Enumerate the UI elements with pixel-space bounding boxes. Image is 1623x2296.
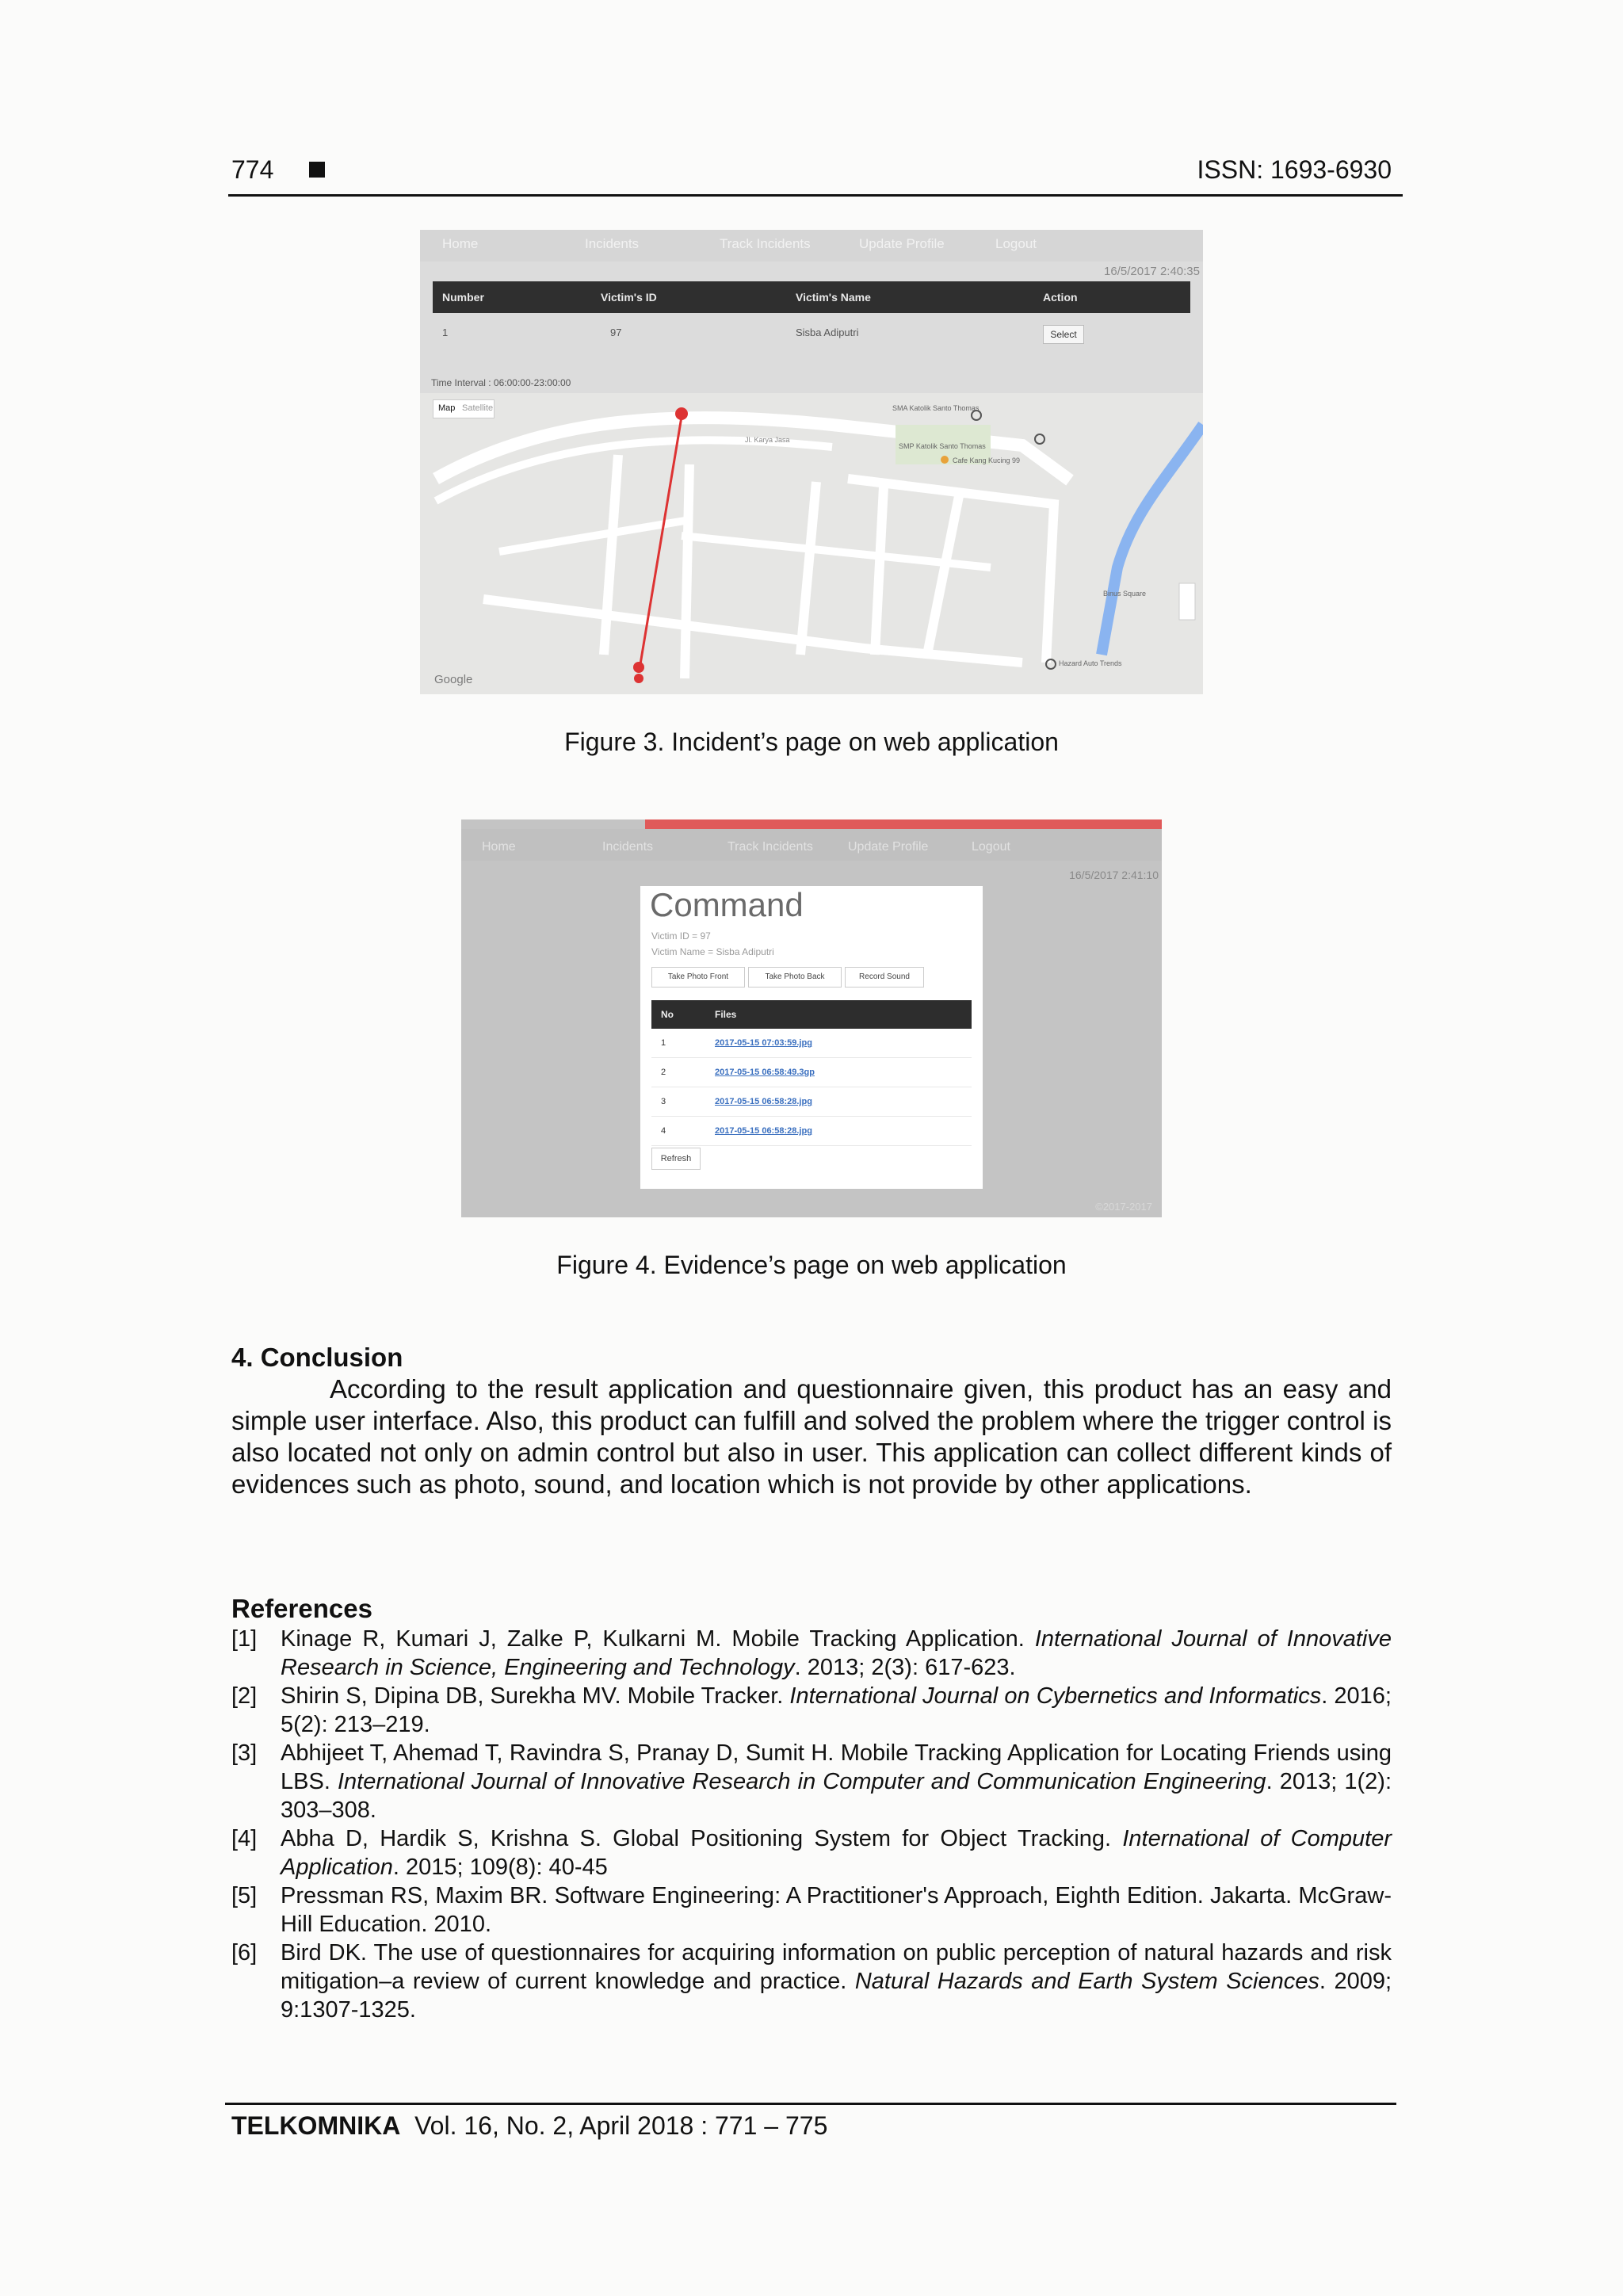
header-rule (228, 194, 1403, 197)
reference-details: . 2015; 109(8): 40-45 (392, 1855, 608, 1880)
google-logo: Google (434, 673, 473, 686)
footer-journal: TELKOMNIKA (231, 2111, 401, 2140)
page-number: 774 (231, 155, 274, 184)
reference-text (281, 1881, 1392, 1939)
section-heading-references: References (231, 1594, 372, 1623)
table-row (651, 1058, 972, 1087)
map-label-sma: SMA Katolik Santo Thomas (892, 404, 980, 412)
map-label-cafe: Cafe Kang Kucing 99 (953, 457, 1021, 464)
reference-text (281, 1824, 1392, 1881)
reference-text (281, 1739, 1392, 1824)
app-navbar (461, 829, 1162, 861)
reference-journal: International Journal of Innovative Research in Computer and Communication Engineering (337, 1769, 1266, 1794)
table-row (651, 1117, 972, 1146)
nav-update-profile[interactable]: Update Profile (859, 236, 945, 251)
reference-authors-title: Bird DK. The use of questionnaires for acquiring information on public perception of natural hazards and risk mitigation–a review of current knowledge and practice. (281, 1940, 1392, 1994)
reference-journal: Natural Hazards and Earth System Sciences (854, 1969, 1319, 1994)
map-label-street: Jl. Karya Jasa (745, 436, 790, 444)
refresh-button[interactable]: Refresh (651, 1148, 701, 1170)
nav-incidents[interactable]: Incidents (585, 236, 640, 251)
time-interval: Time Interval : 06:00:00-23:00:00 (431, 377, 571, 388)
reference-number: [1] (231, 1626, 258, 1652)
files-table-header (651, 1000, 972, 1029)
map-label-binus: Binus Square (1103, 590, 1147, 598)
col-files: Files (715, 1009, 737, 1020)
reference-text (281, 1939, 1392, 2024)
app-navbar (420, 230, 1203, 262)
col-number: Number (442, 291, 484, 304)
conclusion-paragraph: According to the result application and questionnaire given, this product has an easy and simple user interface. Also, this product can fulfill and solved the problem where the trigger control is also located not only on admin control but also in user. This application can collect different kinds of evidences such as photo, sound, and location which is not provide by other applications. (231, 1374, 1392, 1499)
map-graphics (420, 393, 1203, 694)
col-action: Action (1043, 291, 1078, 304)
nav-home[interactable]: Home (482, 840, 516, 854)
nav-logout[interactable]: Logout (995, 236, 1037, 251)
map-label-hazard: Hazard Auto Trends (1059, 659, 1122, 667)
figure-3-caption: Figure 3. Incident’s page on web application (564, 728, 1059, 756)
reference-journal: International Journal on Cybernetics and Informatics (789, 1683, 1322, 1709)
map-type-toggle[interactable] (433, 399, 495, 418)
table-row (651, 1087, 972, 1117)
timestamp: 16/5/2017 2:40:35 (1104, 265, 1200, 278)
file-link[interactable]: 2017-05-15 06:58:49.3gp (715, 1068, 815, 1077)
victim-id-line: Victim ID = 97 (651, 930, 711, 942)
map-view[interactable] (420, 393, 1203, 694)
header-square-glyph (309, 162, 325, 178)
row-number: 4 (661, 1126, 666, 1136)
reference-text (281, 1625, 1392, 1682)
file-link[interactable]: 2017-05-15 07:03:59.jpg (715, 1038, 812, 1048)
reference-number: [2] (231, 1683, 258, 1709)
cell-victim-id: 97 (610, 327, 622, 338)
file-link[interactable]: 2017-05-15 06:58:28.jpg (715, 1126, 812, 1136)
row-number: 2 (661, 1068, 666, 1077)
cell-number: 1 (442, 327, 449, 338)
figure-3-screenshot (420, 230, 1203, 694)
nav-track-incidents[interactable]: Track Incidents (720, 236, 811, 251)
reference-authors-title: Abhijeet T, Ahemad T, Ravindra S, Pranay D, Sumit H. Mobile Tracking Application for Locating Friends using LBS. (281, 1740, 1392, 1794)
table-row (433, 319, 1190, 350)
panel-title: Command (650, 886, 804, 923)
accent-bar (645, 819, 1162, 829)
nav-home[interactable]: Home (442, 236, 479, 251)
nav-track-incidents[interactable]: Track Incidents (727, 840, 813, 854)
reference-authors-title: Pressman RS, Maxim BR. Software Engineering: A Practitioner's Approach, Eighth Edition. Jakarta. McGraw-Hill Education. 2010. (281, 1883, 1392, 1937)
timestamp: 16/5/2017 2:41:10 (1069, 869, 1159, 881)
reference-journal: International of Computer Application (281, 1826, 1392, 1880)
take-photo-back-button[interactable]: Take Photo Back (748, 967, 842, 988)
reference-number: [3] (231, 1740, 258, 1766)
reference-text (281, 1682, 1392, 1739)
col-no: No (661, 1009, 674, 1020)
reference-authors-title: Shirin S, Dipina DB, Surekha MV. Mobile Tracker. (281, 1683, 790, 1709)
row-number: 3 (661, 1097, 666, 1106)
reference-number: [4] (231, 1826, 258, 1851)
command-panel (640, 886, 983, 1189)
cell-victim-name: Sisba Adiputri (796, 327, 859, 338)
reference-authors-title: Kinage R, Kumari J, Zalke P, Kulkarni M. Mobile Tracking Application. (281, 1626, 1035, 1652)
section-heading-conclusion: 4. Conclusion (231, 1343, 403, 1372)
map-label-smp: SMP Katolik Santo Thomas (899, 442, 986, 450)
reference-details: . 2016; 5(2): 213–219. (281, 1683, 1392, 1737)
reference-number: [5] (231, 1883, 258, 1908)
reference-journal: International Journal of Innovative Research in Science, Engineering and Technology (281, 1626, 1392, 1680)
incident-table-header (433, 281, 1190, 313)
record-sound-button[interactable]: Record Sound (845, 967, 924, 988)
victim-name-line: Victim Name = Sisba Adiputri (651, 946, 774, 957)
file-link[interactable]: 2017-05-15 06:58:28.jpg (715, 1097, 812, 1106)
nav-update-profile[interactable]: Update Profile (848, 840, 929, 854)
issn: ISSN: 1693-6930 (1197, 155, 1392, 184)
nav-incidents[interactable]: Incidents (602, 840, 654, 854)
reference-number: [6] (231, 1940, 258, 1966)
reference-details: . 2009; 9:1307-1325. (281, 1969, 1392, 2023)
footer-rule (225, 2103, 1396, 2105)
select-button[interactable]: Select (1043, 325, 1084, 344)
col-victim-id: Victim's ID (601, 291, 657, 304)
reference-details: . 2013; 2(3): 617-623. (794, 1655, 1016, 1680)
footer-details: Vol. 16, No. 2, April 2018 : 771 – 775 (414, 2111, 828, 2140)
row-number: 1 (661, 1038, 666, 1048)
col-victim-name: Victim's Name (796, 291, 871, 304)
table-row (651, 1029, 972, 1058)
files-table (651, 1000, 972, 1146)
map-button[interactable]: Map (438, 403, 456, 413)
satellite-button[interactable]: Satellite (462, 403, 494, 413)
footer (231, 2111, 827, 2141)
figure-4-caption: Figure 4. Evidence’s page on web application (556, 1251, 1067, 1279)
copyright: ©2017-2017 (1095, 1201, 1152, 1213)
reference-authors-title: Abha D, Hardik S, Krishna S. Global Positioning System for Object Tracking. (281, 1826, 1123, 1851)
figure-4-screenshot (461, 819, 1162, 1217)
reference-details: . 2013; 1(2): 303–308. (281, 1769, 1392, 1823)
take-photo-front-button[interactable]: Take Photo Front (651, 967, 745, 988)
nav-logout[interactable]: Logout (972, 840, 1010, 854)
